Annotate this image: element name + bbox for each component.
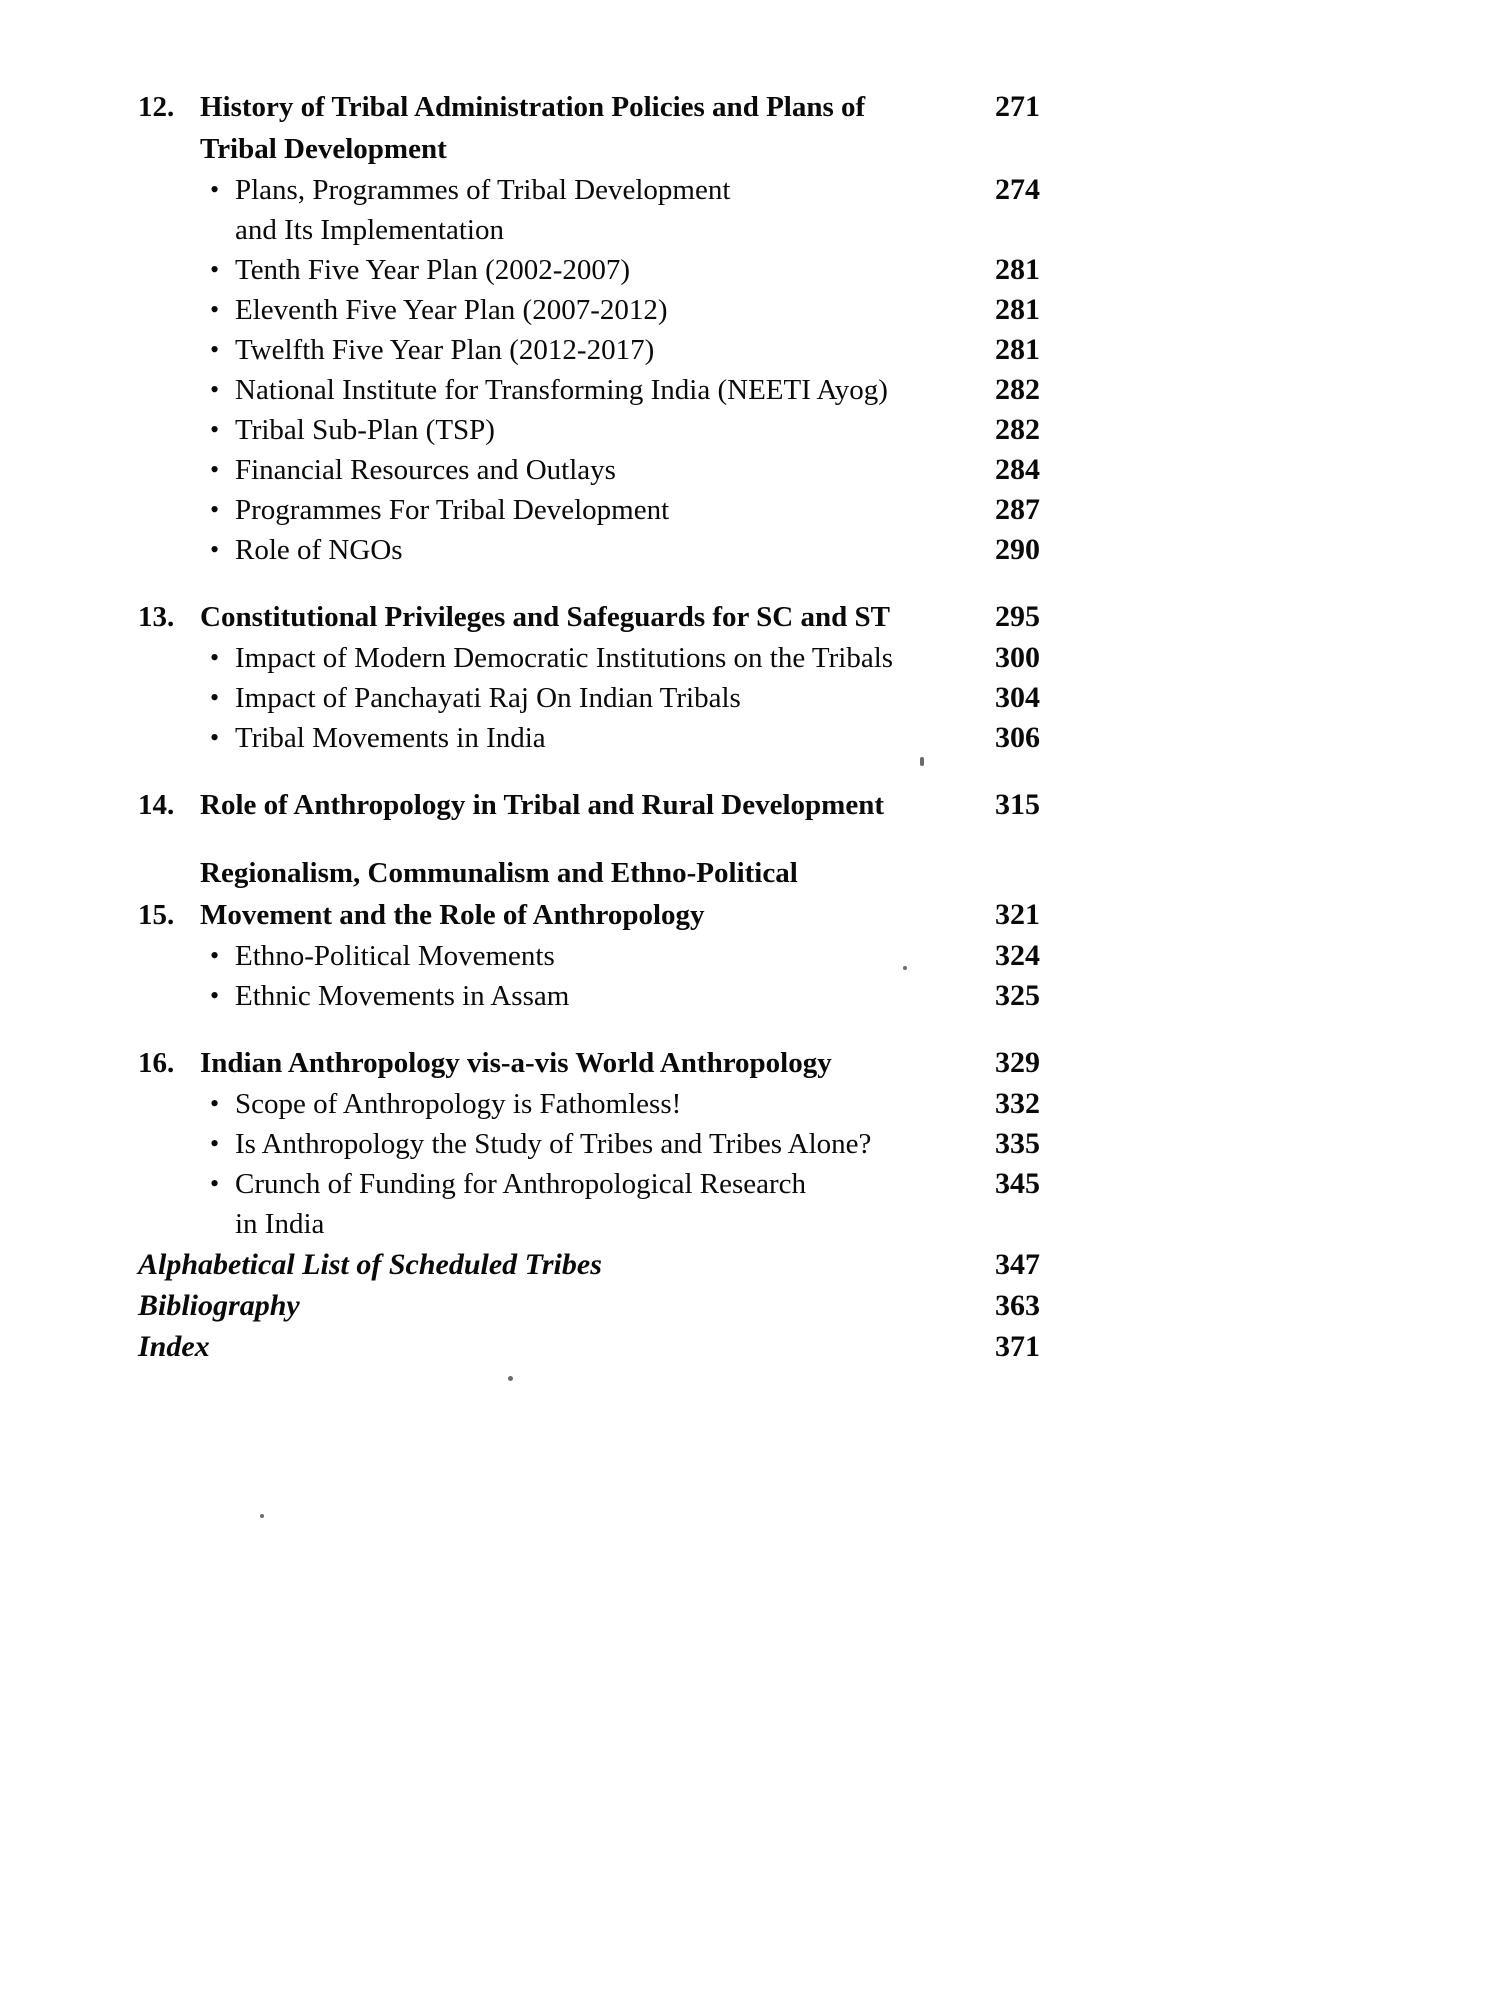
bullet-icon: • <box>210 455 220 484</box>
bullet-icon: • <box>210 941 220 970</box>
page-number: 271 <box>995 90 1040 123</box>
entry-title-line: Tenth Five Year Plan (2002-2007) <box>235 254 631 286</box>
entry-title-line: Constitutional Privileges and Safeguards for SC and ST <box>200 601 890 633</box>
bullet-icon: • <box>210 415 220 444</box>
entry-title-line: Crunch of Funding for Anthropological Research <box>235 1168 807 1200</box>
entry-title-line: Role of Anthropology in Tribal and Rural Development <box>200 789 884 821</box>
toc-sub-entry <box>138 638 1040 678</box>
entry-title-line: Impact of Modern Democratic Institutions on the Tribals <box>235 642 894 674</box>
page-number: 287 <box>995 493 1040 526</box>
page-number: 315 <box>995 788 1040 821</box>
toc-sub-entry <box>138 936 1040 976</box>
entry-title <box>138 1285 974 1326</box>
entry-title-line: Indian Anthropology vis-a-vis World Anthropology <box>200 1047 832 1079</box>
bullet-icon: • <box>210 255 220 284</box>
toc-sub-entry <box>138 1084 1040 1124</box>
page-number: 300 <box>995 641 1040 674</box>
bullet-icon: • <box>210 335 220 364</box>
toc-backmatter-entry <box>138 1326 1040 1367</box>
chapter-number: 15. <box>138 899 175 931</box>
bullet-icon: • <box>210 723 220 752</box>
entry-title-line: Alphabetical List of Scheduled Tribes <box>138 1248 602 1281</box>
toc-chapter-entry <box>138 784 1040 826</box>
toc-sub-entry <box>138 370 1040 410</box>
page-number: 332 <box>995 1087 1040 1120</box>
entry-title <box>138 1244 974 1285</box>
entry-title <box>235 330 974 370</box>
toc-sub-entry <box>138 450 1040 490</box>
toc-sub-entry <box>138 530 1040 570</box>
entry-title-line: Tribal Movements in India <box>235 722 546 754</box>
page-number: 274 <box>995 173 1040 206</box>
entry-title <box>235 936 974 976</box>
entry-title-line: Is Anthropology the Study of Tribes and Tribes Alone? <box>235 1128 872 1160</box>
table-of-contents <box>138 86 1040 1367</box>
page-number: 281 <box>995 333 1040 366</box>
bullet-icon: • <box>210 375 220 404</box>
entry-title-line: Ethnic Movements in Assam <box>235 980 570 1012</box>
entry-title <box>235 1164 974 1244</box>
chapter-number: 12. <box>138 91 175 123</box>
bullet-icon: • <box>210 981 220 1010</box>
page-number: 325 <box>995 979 1040 1012</box>
entry-title <box>200 86 974 170</box>
entry-title <box>200 1042 974 1084</box>
entry-title-line: Bibliography <box>138 1289 300 1322</box>
toc-chapter-entry <box>138 852 1040 936</box>
entry-title-line: Plans, Programmes of Tribal Development <box>235 174 731 206</box>
entry-title <box>200 596 974 638</box>
page-number: 324 <box>995 939 1040 972</box>
bullet-icon: • <box>210 295 220 324</box>
entry-title-line: Regionalism, Communalism and Ethno-Political <box>200 857 798 889</box>
toc-backmatter-entry <box>138 1285 1040 1326</box>
page-number: 335 <box>995 1127 1040 1160</box>
page-number: 329 <box>995 1046 1040 1079</box>
entry-title-line: Impact of Panchayati Raj On Indian Tribals <box>235 682 741 714</box>
entry-title-line: Programmes For Tribal Development <box>235 494 670 526</box>
page-number: 295 <box>995 600 1040 633</box>
entry-title-line: Eleventh Five Year Plan (2007-2012) <box>235 294 668 326</box>
page-number: 290 <box>995 533 1040 566</box>
toc-backmatter-entry <box>138 1244 1040 1285</box>
bullet-icon: • <box>210 495 220 524</box>
entry-title-line: Movement and the Role of Anthropology <box>200 899 705 931</box>
bullet-icon: • <box>210 1089 220 1118</box>
entry-title-line: and Its Implementation <box>235 214 504 246</box>
entry-title <box>235 1084 974 1124</box>
toc-chapter-entry <box>138 596 1040 638</box>
chapter-number: 16. <box>138 1047 175 1079</box>
page-number: 347 <box>995 1248 1040 1281</box>
page-number: 345 <box>995 1167 1040 1200</box>
entry-title-line: National Institute for Transforming India (NEETI Ayog) <box>235 374 888 406</box>
entry-title <box>235 976 974 1016</box>
page-number: 282 <box>995 373 1040 406</box>
toc-sub-entry <box>138 678 1040 718</box>
page-number: 284 <box>995 453 1040 486</box>
toc-sub-entry <box>138 718 1040 758</box>
chapter-number: 13. <box>138 601 175 633</box>
entry-title <box>235 370 974 410</box>
page-number: 371 <box>995 1330 1040 1363</box>
page-number: 281 <box>995 293 1040 326</box>
entry-title-line: Role of NGOs <box>235 534 403 566</box>
chapter-number: 14. <box>138 789 175 821</box>
toc-sub-entry <box>138 976 1040 1016</box>
page-number: 304 <box>995 681 1040 714</box>
entry-title-line: Tribal Development <box>200 133 447 165</box>
entry-title-line: Ethno-Political Movements <box>235 940 555 972</box>
entry-title-line: Scope of Anthropology is Fathomless! <box>235 1088 682 1120</box>
page-number: 363 <box>995 1289 1040 1322</box>
entry-title <box>235 450 974 490</box>
entry-title <box>235 638 974 678</box>
entry-title-line: Twelfth Five Year Plan (2012-2017) <box>235 334 655 366</box>
entry-title <box>235 678 974 718</box>
scan-artifact <box>920 757 924 766</box>
page-number: 281 <box>995 253 1040 286</box>
scan-artifact <box>508 1376 513 1381</box>
entry-title-line: in India <box>235 1208 325 1240</box>
entry-title <box>235 290 974 330</box>
entry-title-line: History of Tribal Administration Policies and Plans of <box>200 91 866 123</box>
entry-title <box>235 490 974 530</box>
toc-sub-entry <box>138 250 1040 290</box>
page-number: 282 <box>995 413 1040 446</box>
toc-sub-entry <box>138 410 1040 450</box>
entry-title <box>235 410 974 450</box>
entry-title <box>138 1326 974 1367</box>
entry-title <box>200 852 974 936</box>
toc-chapter-entry <box>138 1042 1040 1084</box>
entry-title <box>235 530 974 570</box>
toc-sub-entry <box>138 330 1040 370</box>
page-number: 321 <box>995 898 1040 931</box>
bullet-icon: • <box>210 175 220 204</box>
entry-title <box>235 250 974 290</box>
entry-title-line: Index <box>138 1330 210 1363</box>
toc-sub-entry <box>138 490 1040 530</box>
toc-sub-entry <box>138 290 1040 330</box>
entry-title <box>235 1124 974 1164</box>
entry-title-line: Tribal Sub-Plan (TSP) <box>235 414 495 446</box>
page-number: 306 <box>995 721 1040 754</box>
scan-artifact <box>903 966 907 970</box>
entry-title <box>200 784 974 826</box>
toc-sub-entry <box>138 1124 1040 1164</box>
bullet-icon: • <box>210 535 220 564</box>
entry-title <box>235 170 974 250</box>
toc-sub-entry <box>138 170 1040 250</box>
bullet-icon: • <box>210 1129 220 1158</box>
bullet-icon: • <box>210 1169 220 1198</box>
entry-title <box>235 718 974 758</box>
toc-sub-entry <box>138 1164 1040 1244</box>
scan-artifact <box>260 1514 264 1518</box>
bullet-icon: • <box>210 643 220 672</box>
bullet-icon: • <box>210 683 220 712</box>
toc-chapter-entry <box>138 86 1040 170</box>
entry-title-line: Financial Resources and Outlays <box>235 454 616 486</box>
